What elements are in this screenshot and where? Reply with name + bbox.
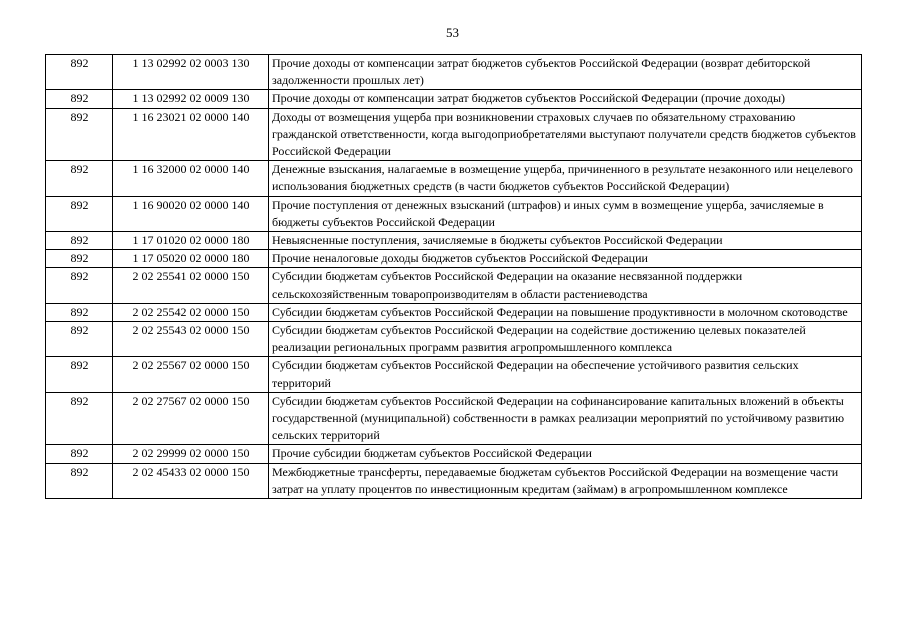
revenue-name-cell: Межбюджетные трансферты, передаваемые бюджетам субъектов Российской Федерации на возмещение части затрат на уплату процентов по инвестиционным кредитам (займам) в агропромышленном комплексе bbox=[269, 463, 862, 498]
table-row bbox=[46, 357, 862, 392]
admin-code-cell: 892 bbox=[46, 55, 113, 90]
table-row bbox=[46, 463, 862, 498]
table-row bbox=[46, 303, 862, 321]
table-row bbox=[46, 250, 862, 268]
budget-code-cell: 2 02 25567 02 0000 150 bbox=[113, 357, 269, 392]
admin-code-cell: 892 bbox=[46, 357, 113, 392]
table-row bbox=[46, 232, 862, 250]
revenue-name-cell: Прочие неналоговые доходы бюджетов субъектов Российской Федерации bbox=[269, 250, 862, 268]
admin-code-cell: 892 bbox=[46, 463, 113, 498]
admin-code-cell: 892 bbox=[46, 108, 113, 161]
admin-code-cell: 892 bbox=[46, 445, 113, 463]
revenue-name-cell: Доходы от возмещения ущерба при возникновении страховых случаев по обязательному страхованию гражданской ответственности, когда выгодоприобретателями выступают получатели средств бюджетов субъектов Российской Федерации bbox=[269, 108, 862, 161]
admin-code-cell: 892 bbox=[46, 250, 113, 268]
budget-code-cell: 1 16 32000 02 0000 140 bbox=[113, 161, 269, 196]
revenue-name-cell: Прочие доходы от компенсации затрат бюджетов субъектов Российской Федерации (прочие доходы) bbox=[269, 90, 862, 108]
table-row bbox=[46, 445, 862, 463]
revenue-name-cell: Субсидии бюджетам субъектов Российской Федерации на содействие достижению целевых показателей реализации региональных программ развития агропромышленного комплекса bbox=[269, 322, 862, 357]
revenue-name-cell: Прочие доходы от компенсации затрат бюджетов субъектов Российской Федерации (возврат дебиторской задолженности прошлых лет) bbox=[269, 55, 862, 90]
admin-code-cell: 892 bbox=[46, 322, 113, 357]
admin-code-cell: 892 bbox=[46, 232, 113, 250]
revenue-name-cell: Субсидии бюджетам субъектов Российской Федерации на оказание несвязанной поддержки сельскохозяйственным товаропроизводителям в области растениеводства bbox=[269, 268, 862, 303]
budget-code-cell: 1 17 01020 02 0000 180 bbox=[113, 232, 269, 250]
admin-code-cell: 892 bbox=[46, 90, 113, 108]
table-row bbox=[46, 55, 862, 90]
budget-code-cell: 1 13 02992 02 0003 130 bbox=[113, 55, 269, 90]
budget-code-cell: 2 02 45433 02 0000 150 bbox=[113, 463, 269, 498]
admin-code-cell: 892 bbox=[46, 303, 113, 321]
admin-code-cell: 892 bbox=[46, 161, 113, 196]
revenue-name-cell: Невыясненные поступления, зачисляемые в бюджеты субъектов Российской Федерации bbox=[269, 232, 862, 250]
budget-code-cell: 1 16 23021 02 0000 140 bbox=[113, 108, 269, 161]
budget-code-cell: 1 16 90020 02 0000 140 bbox=[113, 196, 269, 231]
admin-code-cell: 892 bbox=[46, 392, 113, 445]
table-row bbox=[46, 161, 862, 196]
table-row bbox=[46, 322, 862, 357]
revenue-name-cell: Субсидии бюджетам субъектов Российской Федерации на обеспечение устойчивого развития сельских территорий bbox=[269, 357, 862, 392]
revenue-name-cell: Прочие поступления от денежных взысканий (штрафов) и иных сумм в возмещение ущерба, зачисляемые в бюджеты субъектов Российской Федерации bbox=[269, 196, 862, 231]
budget-code-cell: 2 02 25543 02 0000 150 bbox=[113, 322, 269, 357]
revenue-name-cell: Субсидии бюджетам субъектов Российской Федерации на софинансирование капитальных вложений в объекты государственной (муниципальной) собственности в рамках реализации мероприятий по устойчивому развитию сельских территорий bbox=[269, 392, 862, 445]
page-number: 53 bbox=[446, 25, 459, 40]
revenue-name-cell: Субсидии бюджетам субъектов Российской Федерации на повышение продуктивности в молочном скотоводстве bbox=[269, 303, 862, 321]
table-row bbox=[46, 90, 862, 108]
budget-code-cell: 1 17 05020 02 0000 180 bbox=[113, 250, 269, 268]
table-row bbox=[46, 108, 862, 161]
table-row bbox=[46, 268, 862, 303]
table-row bbox=[46, 392, 862, 445]
budget-code-cell: 2 02 29999 02 0000 150 bbox=[113, 445, 269, 463]
budget-code-cell: 2 02 27567 02 0000 150 bbox=[113, 392, 269, 445]
admin-code-cell: 892 bbox=[46, 196, 113, 231]
table-row bbox=[46, 196, 862, 231]
revenue-codes-table bbox=[45, 54, 862, 499]
budget-code-cell: 2 02 25542 02 0000 150 bbox=[113, 303, 269, 321]
revenue-name-cell: Денежные взыскания, налагаемые в возмещение ущерба, причиненного в результате незаконного или нецелевого использования бюджетных средств (в части бюджетов субъектов Российской Федерации) bbox=[269, 161, 862, 196]
revenue-name-cell: Прочие субсидии бюджетам субъектов Российской Федерации bbox=[269, 445, 862, 463]
budget-code-cell: 2 02 25541 02 0000 150 bbox=[113, 268, 269, 303]
admin-code-cell: 892 bbox=[46, 268, 113, 303]
budget-code-cell: 1 13 02992 02 0009 130 bbox=[113, 90, 269, 108]
